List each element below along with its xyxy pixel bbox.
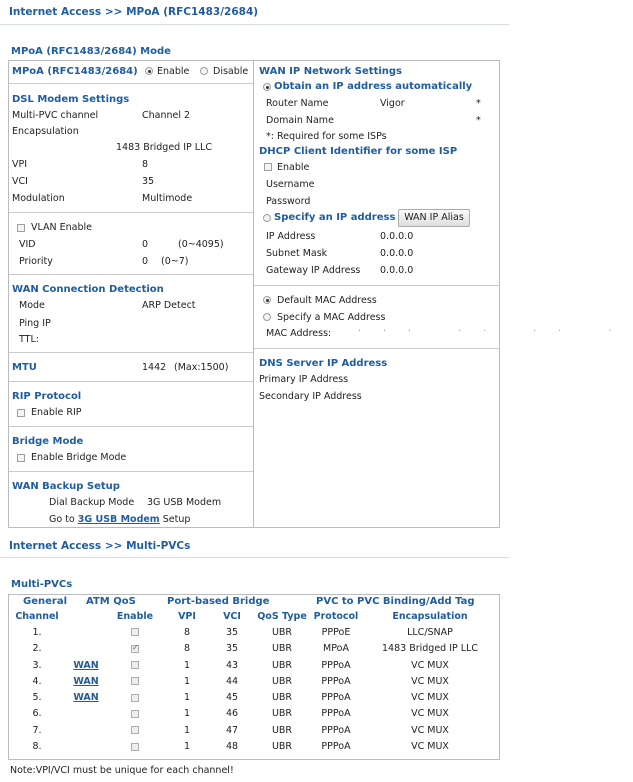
qos-type-cell: UBR xyxy=(271,708,293,720)
modulation-value: Multimode xyxy=(142,193,193,204)
password-label: Password xyxy=(266,196,311,207)
enable-checkbox[interactable] xyxy=(107,673,163,689)
wan-link[interactable] xyxy=(65,624,107,640)
wan-link[interactable]: WAN xyxy=(73,675,99,687)
mtu-label: MTU xyxy=(12,362,37,373)
vci-cell: 46 xyxy=(225,708,239,720)
tab-atm-qos[interactable]: ATM QoS xyxy=(86,596,136,607)
ip-address-input[interactable]: 0.0.0.0 xyxy=(380,231,414,242)
channel-number: 5. xyxy=(32,692,42,704)
table-row xyxy=(9,738,499,754)
page-breadcrumb: Internet Access >> MPoA (RFC1483/2684) xyxy=(9,6,259,18)
multi-pvc-value: Channel 2 xyxy=(142,110,191,121)
wan-backup-title: WAN Backup Setup xyxy=(12,481,120,492)
required-star: * xyxy=(476,115,481,126)
col-channel: Channel xyxy=(15,610,59,622)
vpi-cell: 1 xyxy=(183,741,191,753)
multi-pvc-label: Multi-PVC channel xyxy=(12,110,99,121)
tab-pvc-binding[interactable]: PVC to PVC Binding/Add Tag xyxy=(316,596,475,607)
rip-protocol-title: RIP Protocol xyxy=(12,391,82,402)
detect-mode-label: Mode xyxy=(19,300,45,311)
tab-general[interactable]: General xyxy=(23,596,67,607)
mac-address-label: MAC Address: xyxy=(266,328,332,339)
bridge-mode-title: Bridge Mode xyxy=(12,436,84,447)
channel-enable-checkbox[interactable] xyxy=(131,726,139,734)
col-protocol: Protocol xyxy=(313,610,359,622)
col-vci: VCI xyxy=(223,610,241,622)
wan-link[interactable] xyxy=(65,706,107,722)
specify-ip-label: Specify an IP address xyxy=(274,212,396,223)
dhcp-client-id-title: DHCP Client Identifier for some ISP xyxy=(259,146,458,157)
enable-checkbox[interactable] xyxy=(107,738,163,754)
default-mac-radio[interactable] xyxy=(263,296,271,304)
wan-link[interactable]: WAN xyxy=(73,659,99,671)
qos-type-cell: UBR xyxy=(271,675,293,687)
protocol-cell: PPPoA xyxy=(321,692,351,704)
username-label: Username xyxy=(266,179,315,190)
multi-pvc-breadcrumb: Internet Access >> Multi-PVCs xyxy=(9,540,191,552)
ip-address-label: IP Address xyxy=(266,231,316,242)
channel-enable-checkbox[interactable] xyxy=(131,645,139,653)
vci-cell: 48 xyxy=(225,741,239,753)
vpi-cell: 1 xyxy=(183,724,191,736)
dns-server-title: DNS Server IP Address xyxy=(259,358,388,369)
multi-pvc-table xyxy=(9,608,499,755)
encapsulation-value: 1483 Bridged IP LLC xyxy=(116,142,212,153)
divider xyxy=(9,212,253,213)
priority-value: 0 xyxy=(142,256,149,267)
vpi-cell: 1 xyxy=(183,659,191,671)
encapsulation-cell: VC MUX xyxy=(411,724,449,736)
dsl-settings-title: DSL Modem Settings xyxy=(12,94,130,105)
protocol-cell: PPPoA xyxy=(321,724,351,736)
router-name-label: Router Name xyxy=(266,98,329,109)
protocol-cell: PPPoA xyxy=(321,659,351,671)
priority-label: Priority xyxy=(19,256,53,267)
qos-type-cell: UBR xyxy=(271,724,293,736)
col-encapsulation: Encapsulation xyxy=(392,610,468,622)
enable-checkbox[interactable] xyxy=(107,657,163,673)
wan-ip-alias-button[interactable]: WAN IP Alias xyxy=(398,209,470,227)
dhcp-enable-checkbox[interactable] xyxy=(264,163,272,171)
wan-link[interactable] xyxy=(65,657,107,673)
enable-checkbox[interactable] xyxy=(107,624,163,640)
primary-dns-label: Primary IP Address xyxy=(259,374,349,385)
channel-number: 7. xyxy=(32,724,42,736)
vpi-cell: 1 xyxy=(183,692,191,704)
vci-cell: 45 xyxy=(225,692,239,704)
required-note: *: Required for some ISPs xyxy=(266,131,387,142)
col-qos-type: QoS Type xyxy=(257,610,307,622)
vid-value: 0 xyxy=(142,239,149,250)
3g-usb-modem-link[interactable]: 3G USB Modem xyxy=(77,514,160,525)
channel-number: 3. xyxy=(32,659,42,671)
enable-checkbox[interactable] xyxy=(107,706,163,722)
specify-ip-radio[interactable] xyxy=(263,214,271,222)
table-row xyxy=(9,689,499,705)
mtu-value[interactable]: 1442 xyxy=(142,362,167,373)
gateway-label: Gateway IP Address xyxy=(266,265,361,276)
unique-note: Note:VPI/VCI must be unique for each channel! xyxy=(10,765,234,776)
protocol-cell: PPPoA xyxy=(321,741,351,753)
channel-enable-checkbox[interactable] xyxy=(131,694,139,702)
priority-range: (0~7) xyxy=(161,256,189,267)
obtain-ip-label: Obtain an IP address automatically xyxy=(274,81,473,92)
encapsulation-cell: VC MUX xyxy=(411,741,449,753)
wan-link[interactable] xyxy=(65,641,107,657)
vpi-cell: 1 xyxy=(183,675,191,687)
wan-link[interactable] xyxy=(65,722,107,738)
vci-cell: 43 xyxy=(225,659,239,671)
dial-backup-label: Dial Backup Mode xyxy=(49,497,135,508)
channel-enable-checkbox[interactable] xyxy=(131,710,139,718)
required-star: * xyxy=(476,98,481,109)
table-header-row xyxy=(9,608,499,624)
tab-port-based-bridge[interactable]: Port-based Bridge xyxy=(167,596,270,607)
vpi-label: VPI xyxy=(12,159,28,170)
channel-number: 8. xyxy=(32,741,42,753)
channel-enable-checkbox[interactable] xyxy=(131,628,139,636)
wan-link[interactable] xyxy=(65,689,107,705)
disable-radio-label: Disable xyxy=(213,66,249,77)
protocol-cell: PPPoE xyxy=(321,626,351,638)
vci-cell: 44 xyxy=(225,675,239,687)
enable-rip-checkbox[interactable] xyxy=(17,409,25,417)
vpi-value: 8 xyxy=(142,159,149,170)
table-row xyxy=(9,641,499,657)
subnet-mask-input[interactable]: 0.0.0.0 xyxy=(380,248,414,259)
divider xyxy=(254,285,499,286)
vid-label: VID xyxy=(19,239,36,250)
col-enable: Enable xyxy=(116,610,154,622)
multi-pvcs-title: Multi-PVCs xyxy=(11,579,73,590)
encapsulation-cell: VC MUX xyxy=(411,708,449,720)
qos-type-cell: UBR xyxy=(271,643,293,655)
protocol-cell: MPoA xyxy=(323,643,349,655)
default-mac-label: Default MAC Address xyxy=(277,295,377,306)
divider xyxy=(9,352,253,353)
table-row xyxy=(9,657,499,673)
specify-mac-radio[interactable] xyxy=(263,313,271,321)
enable-checkbox[interactable] xyxy=(107,689,163,705)
divider xyxy=(9,381,253,382)
encapsulation-cell: VC MUX xyxy=(411,675,449,687)
wan-link[interactable] xyxy=(65,673,107,689)
encapsulation-cell: VC MUX xyxy=(411,659,449,671)
table-row xyxy=(9,673,499,689)
ping-ip-label: Ping IP xyxy=(19,318,51,329)
divider xyxy=(254,348,499,349)
obtain-ip-radio[interactable] xyxy=(263,83,271,91)
secondary-dns-label: Secondary IP Address xyxy=(259,391,362,402)
goto-setup-line xyxy=(49,514,190,525)
table-row xyxy=(9,624,499,640)
mode-title: MPoA (RFC1483/2684) Mode xyxy=(11,46,171,57)
encapsulation-cell: VC MUX xyxy=(411,692,449,704)
specify-mac-label: Specify a MAC Address xyxy=(277,312,386,323)
vlan-enable-label: VLAN Enable xyxy=(31,222,92,233)
channel-number: 6. xyxy=(32,708,42,720)
table-row xyxy=(9,706,499,722)
channel-number: 2. xyxy=(32,643,42,655)
qos-type-cell: UBR xyxy=(271,659,293,671)
wan-connection-detection-title: WAN Connection Detection xyxy=(12,284,164,295)
enable-radio-label: Enable xyxy=(157,66,190,77)
qos-type-cell: UBR xyxy=(271,626,293,638)
mac-address-input[interactable]: ··· ·· ·· · xyxy=(358,326,633,337)
divider xyxy=(9,426,253,427)
mtu-max: (Max:1500) xyxy=(174,362,229,373)
dhcp-enable-label: Enable xyxy=(277,162,310,173)
vci-label: VCI xyxy=(12,176,28,187)
wan-link[interactable] xyxy=(65,738,107,754)
wan-link[interactable]: WAN xyxy=(73,692,99,704)
dial-backup-value[interactable]: 3G USB Modem xyxy=(147,497,222,508)
modulation-label: Modulation xyxy=(12,193,65,204)
ttl-label: TTL: xyxy=(19,334,39,345)
vid-range: (0~4095) xyxy=(178,239,224,250)
wan-ip-settings-title: WAN IP Network Settings xyxy=(259,66,403,77)
column-divider xyxy=(253,60,254,528)
mpoa-label: MPoA (RFC1483/2684) xyxy=(12,66,138,77)
vci-value: 35 xyxy=(142,176,155,187)
vlan-enable-checkbox[interactable] xyxy=(17,224,25,232)
encapsulation-cell: 1483 Bridged IP LLC xyxy=(382,643,478,655)
protocol-cell: PPPoA xyxy=(321,675,351,687)
qos-type-cell: UBR xyxy=(271,692,293,704)
channel-number: 1. xyxy=(32,626,42,638)
vci-cell: 35 xyxy=(225,643,239,655)
header-divider xyxy=(0,557,509,558)
detect-mode-value[interactable]: ARP Detect xyxy=(142,300,196,311)
vci-cell: 35 xyxy=(225,626,239,638)
channel-number: 4. xyxy=(32,675,42,687)
protocol-cell: PPPoA xyxy=(321,708,351,720)
encapsulation-cell: LLC/SNAP xyxy=(407,626,453,638)
vpi-cell: 8 xyxy=(183,643,191,655)
table-row xyxy=(9,722,499,738)
vpi-cell: 1 xyxy=(183,708,191,720)
goto-prefix: Go to xyxy=(49,514,75,525)
enable-bridge-label: Enable Bridge Mode xyxy=(31,452,127,463)
divider xyxy=(9,83,253,84)
enable-rip-label: Enable RIP xyxy=(31,407,82,418)
gateway-input[interactable]: 0.0.0.0 xyxy=(380,265,414,276)
divider xyxy=(9,471,253,472)
channel-enable-checkbox[interactable] xyxy=(131,661,139,669)
header-divider xyxy=(0,24,509,25)
enable-checkbox[interactable] xyxy=(107,641,163,657)
enable-checkbox[interactable] xyxy=(107,722,163,738)
enable-radio[interactable] xyxy=(145,67,153,75)
encapsulation-label: Encapsulation xyxy=(12,126,79,137)
router-name-input[interactable]: Vigor xyxy=(380,98,405,109)
domain-name-label: Domain Name xyxy=(266,115,334,126)
divider xyxy=(9,274,253,275)
goto-suffix: Setup xyxy=(162,514,191,525)
col-vpi: VPI xyxy=(178,610,196,622)
channel-enable-checkbox[interactable] xyxy=(131,743,139,751)
vpi-cell: 8 xyxy=(183,626,191,638)
disable-radio[interactable] xyxy=(200,67,208,75)
vci-cell: 47 xyxy=(225,724,239,736)
qos-type-cell: UBR xyxy=(271,741,293,753)
channel-enable-checkbox[interactable] xyxy=(131,677,139,685)
subnet-mask-label: Subnet Mask xyxy=(266,248,328,259)
enable-bridge-checkbox[interactable] xyxy=(17,454,25,462)
